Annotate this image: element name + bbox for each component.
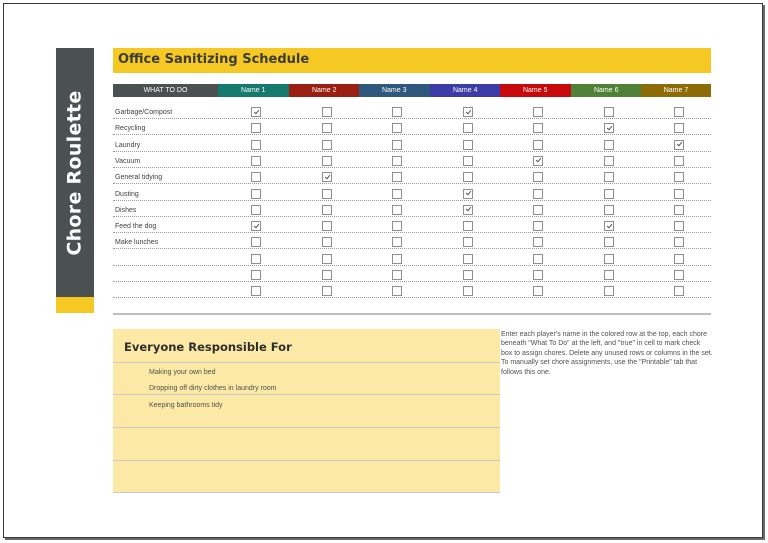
chore-checkbox[interactable] — [604, 140, 614, 150]
chore-label[interactable]: Feed the dog — [115, 223, 157, 231]
header-name-3[interactable]: Name 3 — [359, 84, 430, 97]
chore-checkbox[interactable] — [251, 286, 261, 296]
everyone-responsible-box — [113, 329, 500, 493]
header-name-5[interactable]: Name 5 — [500, 84, 571, 97]
chore-checkbox[interactable] — [322, 172, 332, 182]
chore-checkbox[interactable] — [533, 189, 543, 199]
header-name-1[interactable]: Name 1 — [218, 84, 289, 97]
chore-checkbox[interactable] — [533, 205, 543, 215]
row-separator — [113, 265, 711, 266]
sidebar-title-text: Chore Roulette — [64, 89, 87, 256]
row-separator — [113, 118, 711, 119]
header-name-4[interactable]: Name 4 — [430, 84, 501, 97]
chore-checkbox[interactable] — [674, 221, 684, 231]
chore-checkbox[interactable] — [463, 270, 473, 280]
chore-checkbox[interactable] — [674, 107, 684, 117]
chore-checkbox[interactable] — [251, 107, 261, 117]
sidebar-title — [56, 48, 94, 297]
chore-checkbox[interactable] — [392, 156, 402, 166]
header-name-2[interactable]: Name 2 — [289, 84, 360, 97]
row-line — [113, 427, 500, 428]
chore-checkbox[interactable] — [463, 237, 473, 247]
chore-label[interactable]: Garbage/Compost — [115, 109, 173, 116]
chore-checkbox[interactable] — [392, 205, 402, 215]
row-line — [113, 394, 500, 395]
chore-checkbox[interactable] — [533, 286, 543, 296]
chore-label[interactable]: General tidying — [115, 174, 163, 182]
chore-label[interactable]: Make lunches — [115, 239, 159, 247]
chore-checkbox[interactable] — [392, 254, 402, 264]
chore-checkbox[interactable] — [392, 237, 402, 247]
chore-checkbox[interactable] — [392, 286, 402, 296]
chore-checkbox[interactable] — [463, 286, 473, 296]
row-line — [113, 460, 500, 461]
chore-checkbox[interactable] — [251, 172, 261, 182]
chore-checkbox[interactable] — [251, 221, 261, 231]
chore-checkbox[interactable] — [604, 205, 614, 215]
chore-checkbox[interactable] — [251, 270, 261, 280]
chore-checkbox[interactable] — [604, 156, 614, 166]
chore-checkbox[interactable] — [392, 123, 402, 133]
chore-checkbox[interactable] — [604, 221, 614, 231]
everyone-responsible-title[interactable]: Everyone Responsible For — [124, 340, 292, 354]
chore-label[interactable]: Dusting — [115, 190, 139, 198]
chore-checkbox[interactable] — [463, 205, 473, 215]
title-bar — [113, 48, 711, 73]
chore-label[interactable]: Vacuum — [115, 157, 141, 165]
chore-checkbox[interactable] — [674, 205, 684, 215]
chore-checkbox[interactable] — [674, 189, 684, 199]
chore-checkbox[interactable] — [674, 172, 684, 182]
row-separator — [113, 200, 711, 201]
chore-checkbox[interactable] — [392, 270, 402, 280]
chore-checkbox[interactable] — [533, 254, 543, 264]
section-divider — [113, 313, 711, 315]
chore-label[interactable]: Dishes — [115, 206, 137, 214]
chore-checkbox[interactable] — [463, 172, 473, 182]
row-line — [113, 492, 500, 493]
chore-checkbox[interactable] — [322, 270, 332, 280]
chore-checkbox[interactable] — [463, 140, 473, 150]
chore-checkbox[interactable] — [322, 189, 332, 199]
chore-label[interactable]: Recycling — [115, 125, 146, 133]
row-separator — [113, 134, 711, 135]
sidebar-accent — [56, 297, 94, 313]
chore-checkbox[interactable] — [674, 270, 684, 280]
chore-checkbox[interactable] — [674, 140, 684, 150]
header-name-7[interactable]: Name 7 — [641, 84, 711, 97]
row-line — [113, 362, 500, 363]
responsible-item[interactable]: Dropping off dirty clothes in laundry room — [149, 385, 277, 392]
chore-checkbox[interactable] — [533, 140, 543, 150]
chore-checkbox[interactable] — [322, 140, 332, 150]
chore-checkbox[interactable] — [322, 107, 332, 117]
chore-checkbox[interactable] — [322, 254, 332, 264]
chore-checkbox[interactable] — [251, 205, 261, 215]
chore-checkbox[interactable] — [533, 156, 543, 166]
chore-checkbox[interactable] — [604, 189, 614, 199]
chore-checkbox[interactable] — [463, 107, 473, 117]
chore-checkbox[interactable] — [674, 237, 684, 247]
chore-checkbox[interactable] — [674, 123, 684, 133]
chore-checkbox[interactable] — [463, 123, 473, 133]
chore-checkbox[interactable] — [533, 270, 543, 280]
chore-checkbox[interactable] — [392, 107, 402, 117]
chore-checkbox[interactable] — [392, 189, 402, 199]
chore-checkbox[interactable] — [463, 221, 473, 231]
chore-checkbox[interactable] — [674, 286, 684, 296]
chore-checkbox[interactable] — [322, 221, 332, 231]
row-separator — [113, 248, 711, 249]
row-separator — [113, 167, 711, 168]
chore-checkbox[interactable] — [604, 123, 614, 133]
instructions-text: Enter each player's name in the colored row at the top, each chore beneath "What To Do" at the left, and "true" in cell to mark check box to assign chores. Delete any unused rows or columns in the set. To manually set chore assignments, use the "Printable" tab that follows this one. — [501, 331, 713, 376]
chore-checkbox[interactable] — [604, 254, 614, 264]
page-title[interactable]: Office Sanitizing Schedule — [118, 52, 310, 67]
chore-checkbox[interactable] — [533, 237, 543, 247]
row-separator — [113, 232, 711, 233]
chore-checkbox[interactable] — [604, 237, 614, 247]
header-name-6[interactable]: Name 6 — [571, 84, 642, 97]
chore-checkbox[interactable] — [251, 156, 261, 166]
chore-checkbox[interactable] — [604, 270, 614, 280]
chore-checkbox[interactable] — [392, 221, 402, 231]
chore-checkbox[interactable] — [533, 221, 543, 231]
chore-checkbox[interactable] — [392, 140, 402, 150]
chore-checkbox[interactable] — [604, 107, 614, 117]
chore-checkbox[interactable] — [533, 123, 543, 133]
row-separator — [113, 151, 711, 152]
chore-checkbox[interactable] — [674, 156, 684, 166]
row-separator — [113, 183, 711, 184]
chore-checkbox[interactable] — [674, 254, 684, 264]
chore-checkbox[interactable] — [463, 254, 473, 264]
header-what-to-do[interactable]: WHAT TO DO — [113, 84, 218, 97]
chore-checkbox[interactable] — [322, 237, 332, 247]
chore-checkbox[interactable] — [322, 156, 332, 166]
chore-checkbox[interactable] — [322, 205, 332, 215]
responsible-item[interactable]: Keeping bathrooms tidy — [149, 402, 223, 409]
responsible-item[interactable]: Making your own bed — [149, 369, 216, 376]
row-separator — [113, 216, 711, 217]
chore-checkbox[interactable] — [533, 107, 543, 117]
row-separator — [113, 297, 711, 298]
chore-checkbox[interactable] — [604, 172, 614, 182]
chore-checkbox[interactable] — [533, 172, 543, 182]
row-separator — [113, 281, 711, 282]
chore-checkbox[interactable] — [322, 286, 332, 296]
chore-checkbox[interactable] — [463, 189, 473, 199]
chore-checkbox[interactable] — [463, 156, 473, 166]
chore-checkbox[interactable] — [392, 172, 402, 182]
chore-checkbox[interactable] — [251, 254, 261, 264]
chore-checkbox[interactable] — [251, 189, 261, 199]
chore-checkbox[interactable] — [251, 140, 261, 150]
chore-label[interactable]: Laundry — [115, 141, 141, 149]
chore-checkbox[interactable] — [322, 123, 332, 133]
chore-checkbox[interactable] — [604, 286, 614, 296]
chore-checkbox[interactable] — [251, 237, 261, 247]
chore-checkbox[interactable] — [251, 123, 261, 133]
